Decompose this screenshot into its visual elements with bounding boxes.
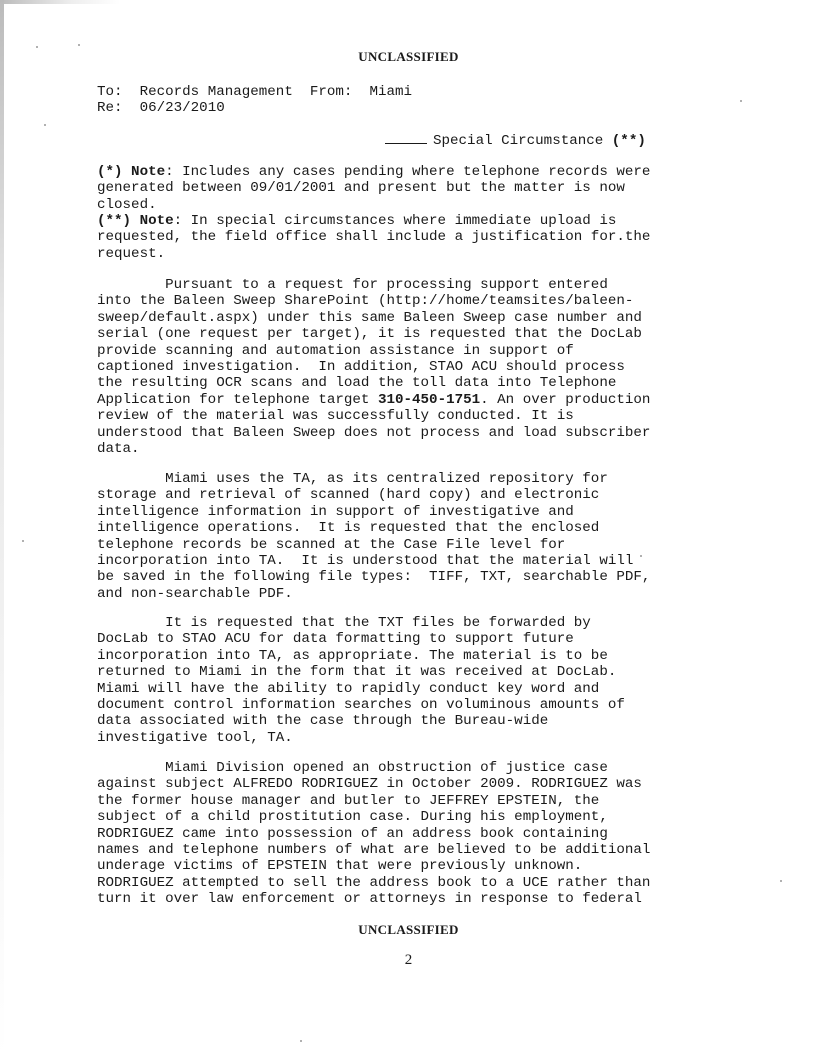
paragraph-line: turn it over law enforcement or attorneys in response to federal: [97, 891, 642, 908]
note-two-line: : In special circumstances where immediate upload is: [173, 213, 617, 229]
paragraph-line: Miami will have the ability to rapidly conduct key word and: [97, 680, 600, 697]
from-label: From:: [309, 84, 353, 100]
paragraph-line: telephone records be scanned at the Case File level for: [97, 536, 566, 553]
paragraph-line: names and telephone numbers of what are believed to be additional: [97, 842, 651, 859]
paragraph-line: into the Baleen Sweep SharePoint (http://home/teamsites/baleen-: [97, 293, 634, 310]
paragraph-line: the resulting OCR scans and load the toll data into Telephone: [97, 375, 617, 392]
paragraph-line: the former house manager and butler to JEFFREY EPSTEIN, the: [97, 792, 600, 809]
paragraph-ta-repository: [97, 471, 737, 602]
checkbox-blank: [385, 131, 427, 144]
paragraph-line: serial (one request per target), it is requested that the DocLab: [97, 326, 642, 343]
note-one-line: : Includes any cases pending where telephone records were: [165, 164, 651, 180]
re-value: 06/23/2010: [139, 100, 225, 117]
paragraph-line: DocLab to STAO ACU for data formatting to support future: [97, 631, 574, 648]
note-one-line: generated between 09/01/2001 and present but the matter is now: [97, 180, 625, 197]
note-two-marker: (**) Note: [97, 213, 174, 229]
paragraph-line: RODRIGUEZ attempted to sell the address book to a UCE rather than: [97, 874, 651, 891]
scan-speck: [740, 100, 742, 102]
paragraph-line: document control information searches on voluminous amounts of: [97, 697, 625, 714]
paragraph-line: data associated with the case through the Bureau-wide: [97, 713, 549, 730]
special-marker: (**): [611, 133, 646, 149]
scan-edge-left: [0, 0, 4, 1057]
paragraph-line: returned to Miami in the form that it was received at DocLab.: [97, 664, 617, 681]
paragraph-line: intelligence information in support of investigative and: [97, 503, 574, 520]
header-classification: UNCLASSIFIED: [358, 49, 459, 64]
paragraph-line: incorporation into TA, as appropriate. The material is to be: [97, 647, 608, 664]
paragraph-line: sweep/default.aspx) under this same Baleen Sweep case number and: [97, 309, 642, 326]
note-one-marker: (*) Note: [97, 164, 166, 180]
paragraph-line: against subject ALFREDO RODRIGUEZ in October 2009. RODRIGUEZ was: [97, 776, 642, 793]
paragraph-line: incorporation into TA. It is understood that the material will: [97, 553, 634, 570]
target-suffix: . An over production: [480, 391, 651, 408]
special-label: Special Circumstance: [433, 133, 604, 149]
memo-re-row: [97, 100, 737, 116]
scan-speck: [44, 124, 46, 126]
paragraph-line: underage victims of EPSTEIN that were previously unknown.: [97, 858, 583, 875]
memo-to-row: [97, 84, 737, 100]
paragraph-line: storage and retrieval of scanned (hard copy) and electronic: [97, 487, 600, 504]
scan-speck: [36, 46, 38, 48]
scan-speck: [300, 1040, 302, 1042]
paragraph-line: understood that Baleen Sweep does not process and load subscriber: [97, 424, 651, 441]
note-two-line: requested, the field office shall include a justification for.the: [97, 229, 651, 246]
paragraph-txt-forwarding: [97, 615, 737, 746]
target-prefix: Application for telephone target: [97, 391, 378, 408]
paragraph-line: Miami uses the TA, as its centralized repository for: [97, 471, 608, 487]
to-label: To:: [97, 84, 123, 100]
scan-speck: [780, 880, 782, 882]
to-value: Records Management: [139, 84, 293, 100]
note-two-line: request.: [97, 245, 166, 262]
special-circumstance-line: [385, 131, 745, 149]
footer-classification: UNCLASSIFIED: [358, 922, 459, 937]
paragraph-processing-request: [97, 277, 737, 457]
paragraph-line: RODRIGUEZ came into possession of an address book containing: [97, 825, 608, 842]
paragraph-line: Pursuant to a request for processing support entered: [97, 277, 608, 293]
scan-speck: [22, 540, 24, 542]
scan-edge-top: [0, 0, 120, 4]
paragraph-line: review of the material was successfully conducted. It is: [97, 408, 574, 425]
telephone-target-number: 310-450-1751: [377, 391, 481, 408]
paragraph-line: and non-searchable PDF.: [97, 585, 293, 602]
paragraph-line: subject of a child prostitution case. During his employment,: [97, 809, 608, 826]
paragraph-line: It is requested that the TXT files be forwarded by: [97, 615, 591, 631]
note-two: [97, 213, 737, 262]
paragraph-line: captioned investigation. In addition, STAO ACU should process: [97, 359, 625, 376]
paragraph-line: data.: [97, 441, 140, 458]
note-one-line: closed.: [97, 196, 157, 213]
note-one: [97, 164, 737, 213]
paragraph-line: Miami Division opened an obstruction of justice case: [97, 760, 608, 776]
paragraph-line: intelligence operations. It is requested that the enclosed: [97, 520, 600, 537]
memo-header: [97, 84, 737, 117]
paragraph-line: [97, 392, 737, 408]
scan-speck: [78, 44, 80, 46]
page-number: 2: [404, 952, 413, 968]
paragraph-case-summary: [97, 760, 737, 908]
paragraph-line: provide scanning and automation assistance in support of: [97, 342, 574, 359]
paragraph-line: be saved in the following file types: TIFF, TXT, searchable PDF,: [97, 569, 651, 586]
re-label: Re:: [97, 100, 123, 117]
paragraph-line: investigative tool, TA.: [97, 729, 293, 746]
from-value: Miami: [369, 84, 413, 100]
